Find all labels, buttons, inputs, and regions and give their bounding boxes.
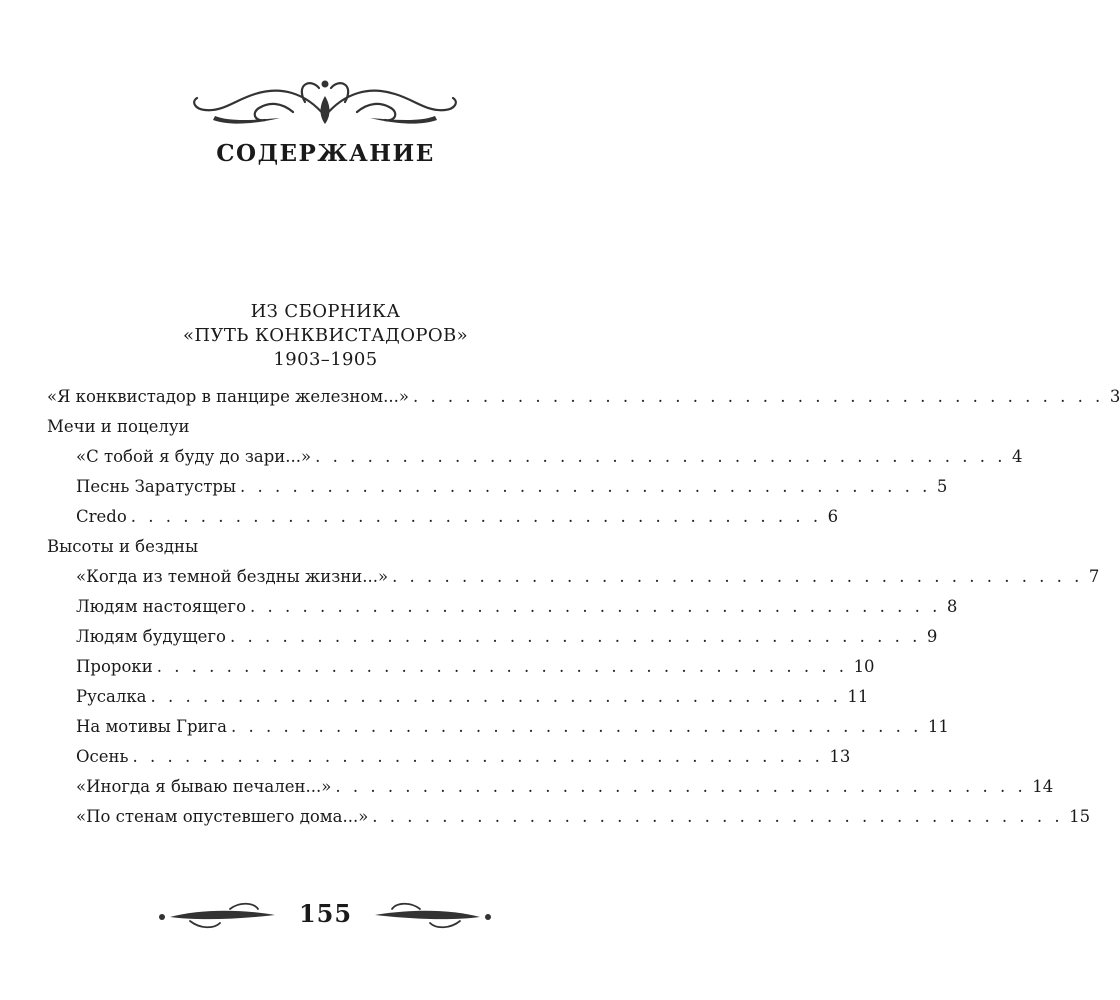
toc-entry[interactable] xyxy=(0,712,949,742)
toc-group-title: Мечи и поцелуи xyxy=(47,417,190,436)
dot-leader: . . . . . . . . . . . . . . . . . . . . . . . . . . . . . . . . . . . . . . . . xyxy=(250,597,941,616)
dot-leader: . . . . . . . . . . . . . . . . . . . . . . . . . . . . . . . . . . . . . . . . xyxy=(150,687,842,706)
toc-entry-title: Осень xyxy=(76,747,129,766)
toc-entry-page: 14 xyxy=(1032,777,1054,796)
toc-entry-page: 11 xyxy=(847,687,869,706)
toc-entry[interactable] xyxy=(0,682,869,712)
toc-entry[interactable] xyxy=(0,592,958,622)
toc-entry-page: 3 xyxy=(1109,387,1120,406)
toc-entry[interactable] xyxy=(0,652,875,682)
dot-leader: . . . . . . . . . . . . . . . . . . . . . . . . . . . . . . . . . . . . . . . . xyxy=(132,747,824,766)
toc-entry-page: 9 xyxy=(926,627,938,646)
toc-entry-page: 6 xyxy=(827,507,839,526)
section-heading xyxy=(0,300,651,372)
section-line1: ИЗ СБОРНИКА xyxy=(250,301,401,322)
toc-entry-title: «По стенам опустевшего дома...» xyxy=(76,807,369,826)
dot-leader: . . . . . . . . . . . . . . . . . . . . . . . . . . . . . . . . . . . . . . . . xyxy=(392,567,1083,586)
dot-leader: . . . . . . . . . . . . . . . . . . . . . . . . . . . . . . . . . . . . . . . . xyxy=(240,477,931,496)
toc-entry[interactable] xyxy=(0,502,839,532)
toc-group-heading xyxy=(0,412,651,442)
toc-entry-page: 10 xyxy=(853,657,875,676)
toc-group-heading xyxy=(0,532,651,562)
toc-entry-page: 5 xyxy=(936,477,948,496)
toc-entry-page: 4 xyxy=(1011,447,1023,466)
toc-group-title: Высоты и бездны xyxy=(47,537,199,556)
page-heading: СОДЕРЖАНИЕ xyxy=(216,140,435,167)
toc-entry-page: 13 xyxy=(829,747,851,766)
toc-entry-title: На мотивы Грига xyxy=(76,717,227,736)
toc-entry-title: «С тобой я буду до зари...» xyxy=(76,447,312,466)
toc-entry-title: Пророки xyxy=(76,657,153,676)
toc-entry[interactable] xyxy=(0,802,1091,832)
toc-entry-title: «Когда из темной бездны жизни...» xyxy=(76,567,389,586)
dot-leader: . . . . . . . . . . . . . . . . . . . . . . . . . . . . . . . . . . . . . . . . xyxy=(412,387,1104,406)
toc-entry-title: «Я конквистадор в панцире железном...» xyxy=(47,387,409,406)
dot-leader: . . . . . . . . . . . . . . . . . . . . . . . . . . . . . . . . . . . . . . . . xyxy=(335,777,1027,796)
toc-entry[interactable] xyxy=(0,472,948,502)
table-of-contents xyxy=(0,382,1120,832)
dot-leader: . . . . . . . . . . . . . . . . . . . . . . . . . . . . . . . . . . . . . . . . xyxy=(229,627,921,646)
toc-entry-title: Людям будущего xyxy=(76,627,226,646)
toc-entry[interactable] xyxy=(0,622,938,652)
dot-leader: . . . . . . . . . . . . . . . . . . . . . . . . . . . . . . . . . . . . . . . . xyxy=(231,717,922,736)
toc-entry-title: Песнь Заратустры xyxy=(76,477,237,496)
toc-entry[interactable] xyxy=(0,742,851,772)
dot-leader: . . . . . . . . . . . . . . . . . . . . . . . . . . . . . . . . . . . . . . . . xyxy=(372,807,1064,826)
dot-leader: . . . . . . . . . . . . . . . . . . . . . . . . . . . . . . . . . . . . . . . . xyxy=(315,447,1006,466)
toc-entry-page: 7 xyxy=(1088,567,1100,586)
top-flourish-ornament-icon xyxy=(185,72,465,132)
dot-leader: . . . . . . . . . . . . . . . . . . . . . . . . . . . . . . . . . . . . . . . . xyxy=(156,657,848,676)
toc-entry-title: Credo xyxy=(76,507,127,526)
toc-entry[interactable] xyxy=(0,562,1100,592)
toc-entry[interactable] xyxy=(0,772,1054,802)
toc-entry-page: 15 xyxy=(1069,807,1091,826)
toc-entry-page: 8 xyxy=(946,597,958,616)
toc-entry[interactable] xyxy=(0,382,1120,412)
toc-entry-page: 11 xyxy=(927,717,949,736)
dot-leader: . . . . . . . . . . . . . . . . . . . . . . . . . . . . . . . . . . . . . . . . xyxy=(130,507,822,526)
page-number: 155 xyxy=(298,899,353,928)
toc-entry[interactable] xyxy=(0,442,1023,472)
toc-entry-title: «Иногда я бываю печален...» xyxy=(76,777,332,796)
toc-entry-title: Русалка xyxy=(76,687,147,706)
section-line2: «ПУТЬ КОНКВИСТАДОРОВ» xyxy=(182,325,469,346)
section-years: 1903–1905 xyxy=(273,349,378,370)
toc-entry-title: Людям настоящего xyxy=(76,597,247,616)
